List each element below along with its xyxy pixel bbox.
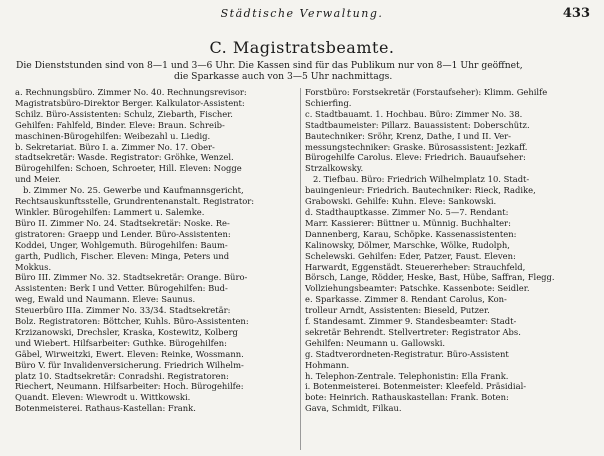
text-line: Assistenten: Berk I und Vetter. Bürogehilfen: Bud- xyxy=(15,283,228,294)
text-line: Bürogehilfen: Schoen, Schroeter, Hill. Eleven: Nogge xyxy=(15,163,242,174)
text-line: Bolz. Registratoren: Böttcher, Kuhls. Büro-Assistenten: xyxy=(15,316,249,327)
text-line: Strzalkowsky. xyxy=(305,163,364,174)
running-title: Städtische Verwaltung. xyxy=(220,7,384,20)
text-line: b. Zimmer No. 25. Gewerbe und Kaufmannsgericht, xyxy=(23,185,244,196)
text-line: Bautechniker: Sröhr, Krenz, Dathe, I und II. Ver- xyxy=(305,130,512,141)
intro-line: Die Dienststunden sind von 8—1 und 3—6 Uhr. Die Kassen sind für das Publikum nur von 8—1 Uhr geöffnet, xyxy=(16,60,523,71)
text-line: sekretär Behrendt. Stellvertreter: Registrator Abs. xyxy=(305,326,521,337)
text-line: und Wiebert. Hilfsarbeiter: Guthke. Bürogehilfen: xyxy=(15,337,227,348)
text-line: Kalinowsky, Dölmer, Marschke, Wölke, Rudolph, xyxy=(305,239,510,250)
text-line: Schierfing. xyxy=(305,97,352,108)
text-line: Gehilfen: Fahlfeld, Binder. Eleve: Braun. Schreib- xyxy=(15,119,225,130)
text-line: bauingenieur: Friedrich. Bautechniker: Rieck, Radike, xyxy=(305,185,536,196)
text-line: weg, Ewald und Naumann. Eleve: Saunus. xyxy=(15,294,196,305)
text-line: Harwardt, Eggenstädt. Steuererheber: Strauchfeld, xyxy=(305,261,526,272)
text-line: Schilz. Büro-Assistenten: Schulz, Ziebarth, Fischer. xyxy=(15,108,233,119)
text-line: bote: Heinrich. Rathauskastellan: Frank. Boten: xyxy=(305,392,509,403)
text-line: Riechert, Neumann. Hilfsarbeiter: Hoch. Bürogehilfe: xyxy=(15,381,244,392)
text-line: Botenmeisterei. Rathaus-Kastellan: Frank. xyxy=(15,403,196,414)
text-line: Gehilfen: Neumann u. Gallowski. xyxy=(305,337,446,348)
text-line: Büro V. für Invalidenversicherung. Friedrich Wilhelm- xyxy=(15,359,244,370)
text-line: b. Sekretariat. Büro I. a. Zimmer No. 17. Ober- xyxy=(15,141,215,152)
text-line: gistratoren: Graepp und Lender. Büro-Assistenten: xyxy=(15,228,231,239)
text-line: c. Stadtbauamt. 1. Hochbau. Büro: Zimmer No. 38. xyxy=(305,108,523,119)
text-line: Büro II. Zimmer No. 24. Stadtsekretär: Noske. Re- xyxy=(15,217,230,228)
text-line: Gäbel, Wirweitzki, Ewert. Eleven: Reinke, Wossmann. xyxy=(15,348,244,359)
text-line: trolleur Arndt, Assistenten: Bieseld, Putzer. xyxy=(305,305,490,316)
text-line: Mokkus. xyxy=(15,261,52,272)
text-line: Marr. Kassierer: Büttner u. Münnig. Buchhalter: xyxy=(305,217,511,228)
left-column xyxy=(15,87,299,414)
text-line: e. Sparkasse. Zimmer 8. Rendant Carolus, Kon- xyxy=(305,294,507,305)
text-line: stadtsekretär: Wasde. Registrator: Gröhke, Wenzel. xyxy=(15,152,234,163)
text-line: platz 10. Stadtsekretär: Conradshi. Registratoren: xyxy=(15,370,229,381)
text-line: Vollziehungsbeamter: Patschke. Kassenbote: Seidler. xyxy=(305,283,530,294)
text-line: i. Botenmeisterei. Botenmeister: Kleefeld. Präsidial- xyxy=(305,381,527,392)
text-line: f. Standesamt. Zimmer 9. Standesbeamter: Stadt- xyxy=(305,316,517,327)
section-title: C. Magistratsbeamte. xyxy=(209,38,395,57)
text-line: und Meier. xyxy=(15,174,61,185)
text-line: Steuerbüro IIIa. Zimmer No. 33/34. Stadtsekretär: xyxy=(15,305,231,316)
text-line: h. Telephon-Zentrale. Telephonistin: Ella Frank. xyxy=(305,370,509,381)
running-header xyxy=(0,7,604,25)
text-line: Krzizanowski, Drechsler, Kraska, Kostewitz, Kolberg xyxy=(15,326,238,337)
intro-paragraph xyxy=(16,60,596,82)
text-line: garth, Pudlich, Fischer. Eleven: Minga, Peters und xyxy=(15,250,230,261)
page-number: 433 xyxy=(562,6,590,21)
text-line: Forstbüro: Forstsekretär (Forstaufseher): Klimm. Gehilfe xyxy=(305,87,548,97)
text-line: Hohmann. xyxy=(305,359,350,370)
text-line: Magistratsbüro-Direktor Berger. Kalkulator-Assistent: xyxy=(15,97,245,108)
text-line: Koddei, Unger, Wohlgemuth. Bürogehilfen: Baum- xyxy=(15,239,228,250)
text-line: Grabowski. Gehilfe: Kuhn. Eleve: Sankowski. xyxy=(305,196,497,207)
text-line: maschinen-Bürogehilfen: Weibezahl u. Liedig. xyxy=(15,130,211,141)
text-line: a. Rechnungsbüro. Zimmer No. 40. Rechnungsrevisor: xyxy=(15,87,247,97)
right-column xyxy=(305,87,597,414)
text-line: Gava, Schmidt, Filkau. xyxy=(305,403,402,414)
text-line: Rechtsauskunftsstelle, Grundrentenanstalt. Registrator: xyxy=(15,196,255,207)
intro-line: die Sparkasse auch von 3—5 Uhr nachmittags. xyxy=(174,71,393,82)
text-line: g. Stadtverordneten-Registratur. Büro-Assistent xyxy=(305,348,509,359)
text-line: Büro III. Zimmer No. 32. Stadtsekretär: Orange. Büro- xyxy=(15,272,248,283)
text-line: Börsch, Lange, Rödder, Heske, Bast, Hübe, Saffran, Flegg. xyxy=(305,272,555,283)
column-divider xyxy=(300,88,301,450)
text-line: Bürogehilfe Carolus. Eleve: Friedrich. Bauaufseher: xyxy=(305,152,526,163)
text-line: d. Stadthauptkasse. Zimmer No. 5—7. Rendant: xyxy=(305,206,509,217)
text-line: Stadtbaumeister: Pillarz. Bauassistent: Doberschütz. xyxy=(305,119,530,130)
text-line: Dannenberg, Karau, Schöpke. Kassenassistenten: xyxy=(305,228,517,239)
text-line: Winkler. Bürogehilfen: Lammert u. Salemke. xyxy=(15,206,205,217)
text-line: messungstechniker: Graske. Bürosassistent: Jezkaff. xyxy=(305,141,528,152)
text-line: 2. Tiefbau. Büro: Friedrich Wilhelmplatz 10. Stadt- xyxy=(313,174,530,185)
text-line: Quandt. Eleven: Wiewrodt u. Wittkowski. xyxy=(15,392,191,403)
text-line: Schelewski. Gehilfen: Eder, Patzer, Faust. Eleven: xyxy=(305,250,516,261)
